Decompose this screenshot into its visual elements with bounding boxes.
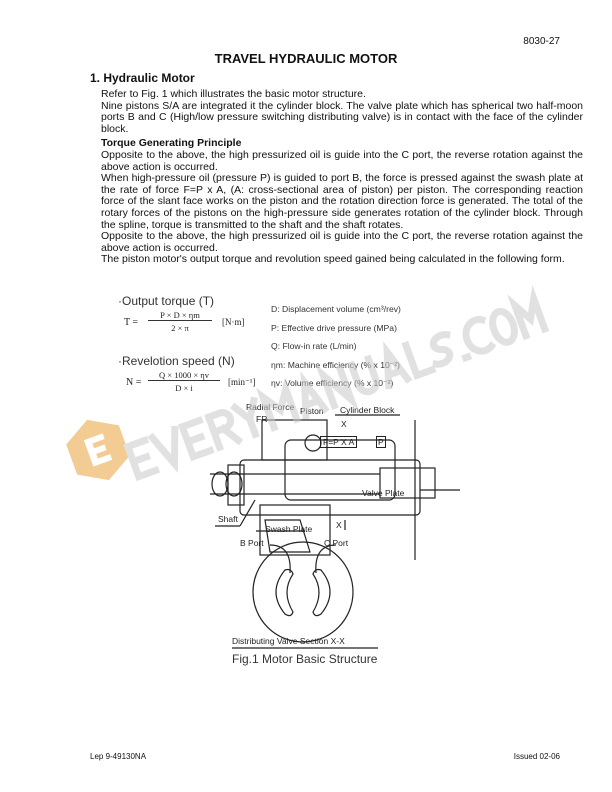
- label-x-top: X: [341, 419, 347, 429]
- watermark-lettering: [128, 299, 545, 477]
- torque-denominator: 2 × π: [171, 323, 189, 333]
- label-piston: Piston: [300, 406, 324, 416]
- footer-doc-number: Lep 9-49130NA: [90, 752, 147, 761]
- legend-item: P: Effective drive pressure (MPa): [271, 322, 397, 333]
- page-number: 8030-27: [523, 36, 560, 47]
- torque-lhs: T =: [124, 317, 139, 328]
- page-title: TRAVEL HYDRAULIC MOTOR: [214, 51, 398, 66]
- section-label: Distributing Valve Section X-X: [232, 636, 345, 646]
- subheading: Torque Generating Principle: [101, 137, 242, 150]
- paragraph: Nine pistons S/A are integrated it the cylinder block. The valve plate which has spherical two half-moon ports B and C (High/low pressure switching distributing valve) is in contact with the face of the cylinder block.: [101, 99, 583, 135]
- section-heading: 1. Hydraulic Motor: [90, 71, 195, 85]
- legend-item: D: Displacement volume (cm³/rev): [271, 304, 401, 314]
- speed-denominator: D × i: [175, 383, 193, 393]
- paragraph: Opposite to the above, the high pressurized oil is guide into the C port, the reverse rotation against the above action is occurred.: [101, 148, 583, 173]
- label-x-bottom: X: [336, 520, 342, 530]
- paragraph: When high-pressure oil (pressure P) is guided to port B, the force is pressed against the swash plate at the rate of force F=P x A, (A: cross-sectional area of piston) per piston. The corresponding reaction force of the slant face works on the piston and the rotation direction force is generated. The total of the rotary forces of the pistons on the high-pressure side generates rotation of the cylinder block. Through the spline, torque is transmitted to the shaft and the shaft rotates.: [101, 172, 583, 231]
- torque-unit: [N·m]: [222, 317, 245, 327]
- label-radial-force: Radial Force: [246, 402, 295, 412]
- label-b-port: B Port: [240, 538, 264, 548]
- label-valve-plate: Valve Plate: [362, 488, 405, 498]
- paragraph: The piston motor's output torque and revolution speed gained being calculated in the following form.: [101, 253, 565, 266]
- torque-title: ·Output torque (T): [118, 294, 215, 308]
- speed-lhs: N =: [126, 377, 142, 388]
- label-c-port: C Port: [324, 538, 349, 548]
- label-swash-plate: Swash Plate: [265, 524, 313, 534]
- legend-item: ηm: Machine efficiency (% x 10⁻²): [271, 359, 401, 370]
- speed-title: ·Revelotion speed (N): [118, 354, 235, 368]
- footer-issued: Issued 02-06: [513, 752, 560, 761]
- speed-unit: [min⁻¹]: [228, 377, 256, 387]
- label-fr: FR: [256, 414, 268, 424]
- watermark-logo-icon: [61, 410, 136, 489]
- torque-numerator: P × D × ηm: [148, 310, 212, 321]
- label-p: P: [378, 437, 384, 447]
- legend-item: Q: Flow-in rate (L/min): [271, 341, 357, 351]
- paragraph: Opposite to the above, the high pressurized oil is guide into the C port, the reverse rotation against the above action is occurred.: [101, 230, 583, 254]
- label-force: F=P X A: [320, 436, 357, 448]
- legend-item: ηv: Volume efficiency (% x 10⁻²): [271, 378, 394, 388]
- speed-numerator: Q × 1000 × ηv: [148, 370, 220, 381]
- label-shaft: Shaft: [218, 514, 238, 524]
- figure-caption: Fig.1 Motor Basic Structure: [232, 652, 378, 666]
- paragraph: Refer to Fig. 1 which illustrates the basic motor structure.: [101, 88, 366, 100]
- label-cylinder-block: Cylinder Block: [340, 405, 395, 415]
